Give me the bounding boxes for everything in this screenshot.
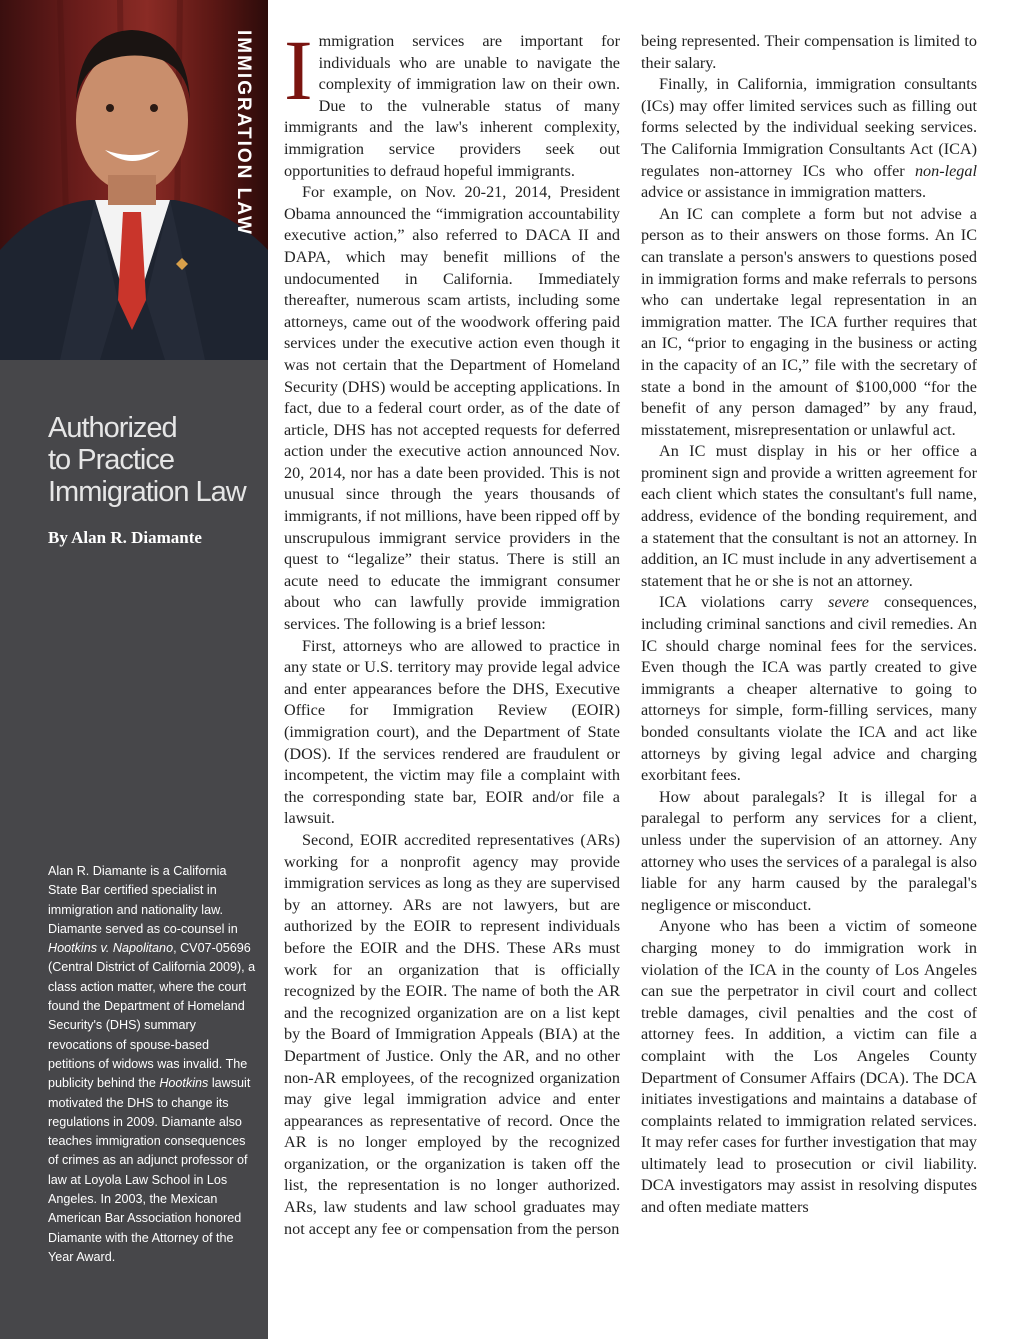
drop-cap: I [284,22,313,118]
article-paragraph: An IC must display in his or her office a prominent sign and provide a written agreement for each client which states the consultant's full name, address, evidence of the bonding requirement, and a statement that the consultant is not an attorney. In addition, an IC must include in any advertisement a statement that he or she is not an attorney. [641,442,977,590]
article-paragraph: Second, EOIR accredited representatives (ARs) working for a nonprofit agency may provide immigration services as long as they are supervised by an attorney. ARs are not lawyers, but are authorized by the EOIR to represent individuals before the EOIR and the DHS. These ARs must work for an organization that is officially recognized by the EOIR. The name of both the AR and the recognized organization are on a list kept by the Board of Immigration Appeals (BIA) at the Department of Justice. Only the AR, and no other non-AR employees, of the recognized organization may give legal immigration advice and enter appearances as representative of record. Once the AR is no longer employed by the recognized organization, or the organization is taken off the list, the representation is no longer authorized. ARs, law students and law school graduates may not accept any fee or compensation from the person [284,830,620,1238]
article-paragraph: For example, on Nov. 20-21, 2014, President Obama announced the “immigration accountability executive action,” also referred to DACA II and DAPA, which may benefit millions of the undocumented in California. Immediately thereafter, numerous scam artists, including some attorneys, came out of the woodwork offering paid services under the executive action even though it was not certain that the Department of Homeland Security (DHS) would be accepting applications. In fact, due to a federal court order, as of the date of article, DHS has not accepted requests for deferred action under the executive action announced Nov. 20, 2014, nor has a date been provided. This is not unusual since through the years thousands of immigrants, if not millions, have been ripped off by unscrupulous immigrant service providers in the quest to “legalize” their status. There is still an acute need to educate the immigrant consumer about who can lawfully provide immigration services. The following is a brief lesson: [284,183,620,634]
article-paragraph: Finally, in California, immigration consultants (ICs) may offer limited services such as filling out forms selected by the individual seeking services. The California Immigration Consultants Act (ICA) regulates non-attorney ICs who offer non-legal advice or assistance in immigration matters. [641,75,977,202]
article-column-2 [641,31,977,1219]
author-sidebar [0,0,268,1339]
article-paragraph: How about paralegals? It is illegal for a paralegal to perform any services for a client, unless under the supervision of an attorney. Any attorney who uses the services of a paralegal is also liable for any harm caused by the paralegal's negligence or misconduct. [641,787,977,914]
emphasis: severe [828,593,869,612]
article-paragraph: First, attorneys who are allowed to practice in any state or U.S. territory may provide legal advice and enter appearances before the DHS, Executive Office for Immigration Review (EOIR) (immigration court), and the Department of State (DOS). If the services rendered are fraudulent or incompetent, the victim may file a complaint with the corresponding state bar, EOIR and/or file a lawsuit. [284,636,620,828]
byline: By Alan R. Diamante [48,528,202,547]
author-bio: Alan R. Diamante is a California State Bar certified specialist in immigration and nationality law. Diamante served as co-counsel in Hootkins v. Napolitano, CV07-05696 (Central District of California 2009), a class action matter, where the court found the Department of Homeland Security's (DHS) summary revocations of spouse-based petitions of widows was invalid. The publicity behind the Hootkins lawsuit motivated the DHS to change its regulations in 2009. Diamante also teaches immigration consequences of crimes as an adjunct professor of law at Loyola Law School in Los Angeles. In 2003, the Mexican American Bar Association honored Diamante with the Attorney of the Year Award. [48,864,256,1264]
case-name: Hootkins [159,1076,209,1091]
article-title [48,412,263,508]
title-line: Authorized [48,412,177,444]
article-paragraph: An IC can complete a form but not advise a person as to their answers on those forms. An IC can translate a person's answers to questions posed in immigration forms and make referrals to persons who can undertake legal representation in an immigration matter. The ICA further requires that an IC, “prior to engaging in the business or acting in the capacity of an IC,” file with the secretary of state a bond in the amount of $100,000 “for the benefit of any person damaged” by any fraud, misstatement, misrepresentation or unlawful act. [641,204,977,439]
title-line: to Practice [48,444,174,476]
article-paragraph: Anyone who has been a victim of someone charging money to do immigration work in violation of the ICA in the county of Los Angeles can sue the perpetrator in civil court and collect treble damages, civil penalties and the cost of attorney fees. In addition, a victim can file a complaint with the Los Angeles County Department of Consumer Affairs (DCA). The DCA initiates investigations and maintains a database of complaints related to immigration related services. It may refer cases for further investigation that may ultimately lead to prosecution or civil liability. DCA investigators may assist in resolving disputes and often mediate matters [641,917,977,1217]
case-name: Hootkins v. Napolitano [48,941,174,956]
article-paragraph: being represented. Their compensation is limited to their salary. [641,32,977,72]
title-line: Immigration Law [48,476,246,508]
emphasis: non-legal [914,161,977,180]
article-column-1 [284,22,620,1240]
article-paragraph: Immigration services are important for individuals who are unable to navigate the complexity of immigration law on their own. Due to the vulnerable status of many immigrants and the law's inherent complexity, immigration service providers seek out opportunities to defraud hopeful immigrants. [284,22,620,180]
section-label: IMMIGRATION LAW [233,30,254,236]
article-paragraph: ICA violations carry severe consequences, including criminal sanctions and civil remedies. An IC should charge nominal fees for the services. Even though the ICA was partly created to give immigrants a cheaper alternative to going to attorneys for simple, form-filling services, many bonded consultants violate the ICA and act like attorneys by giving legal advice and charging exorbitant fees. [641,593,977,785]
